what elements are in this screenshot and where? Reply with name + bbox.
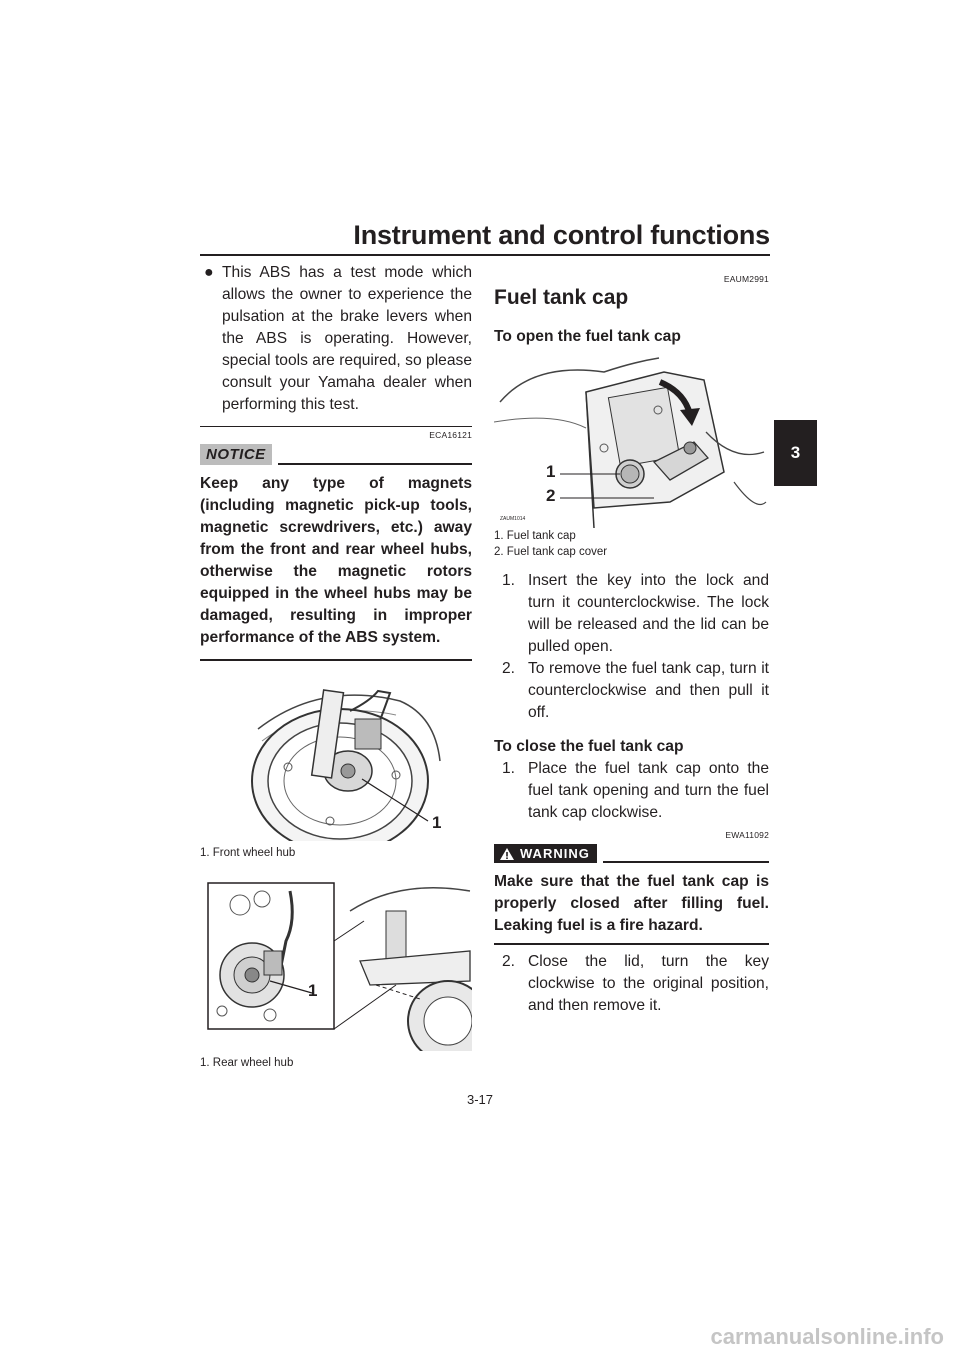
notice-bottom-divider [200, 659, 472, 661]
open-step [494, 658, 769, 724]
front-wheel-caption: 1. Front wheel hub [200, 847, 296, 859]
rear-wheel-caption: 1. Rear wheel hub [200, 1057, 294, 1069]
step-text: Close the lid, turn the key clockwise to the original position, and then remove it. [528, 953, 769, 1014]
warning-text: Make sure that the fuel tank cap is properly closed after filling fuel. Leaking fuel is a fire hazard. [494, 873, 769, 934]
front-wheel-figure [200, 671, 472, 841]
rear-wheel-callout: 1 [308, 981, 318, 1000]
step-text: Insert the key into the lock and turn it counterclockwise. The lock will be released and the lid can be pulled open. [528, 572, 769, 655]
step-text: Place the fuel tank cap onto the fuel tank opening and turn the fuel tank cap clockwise. [528, 760, 769, 821]
warning-code: EWA11092 [725, 830, 769, 840]
notice-header [200, 444, 472, 465]
fuel-cap-caption-2: 2. Fuel tank cap cover [494, 546, 608, 558]
open-heading: To open the fuel tank cap [494, 328, 681, 345]
rear-wheel-figure [200, 881, 472, 1051]
close-step [494, 758, 769, 824]
page-number: 3-17 [466, 1092, 494, 1107]
abs-test-bullet [200, 262, 472, 416]
bullet-icon: ● [204, 264, 214, 281]
warning-header [494, 844, 769, 863]
step-number: 1. [502, 760, 516, 777]
warning-bottom-divider [494, 943, 769, 945]
warning-badge [494, 844, 597, 863]
fuel-tank-cap-figure [494, 352, 769, 528]
notice-badge: NOTICE [200, 444, 272, 465]
front-wheel-callout: 1 [432, 813, 442, 832]
warning-label: WARNING [520, 846, 590, 861]
fuel-cap-caption-1: 1. Fuel tank cap [494, 530, 576, 542]
close-step [494, 951, 769, 1017]
section-code: EAUM2991 [723, 274, 769, 284]
notice-top-divider [200, 426, 472, 427]
left-column [200, 262, 472, 1071]
fuel-tank-cap-illustration [494, 352, 769, 528]
rear-wheel-illustration [200, 881, 472, 1051]
step-number: 2. [502, 660, 516, 677]
open-step [494, 570, 769, 658]
fuel-cap-callout-2: 2 [546, 486, 556, 505]
notice-text: Keep any type of magnets (including magnetic pick-up tools, magnetic screwdrivers, etc.) away from the front and rear wheel hubs, otherwise the magnetic rotors equipped in the wheel hubs may be damaged, resulting in improper performance of the ABS system. [200, 475, 472, 646]
chapter-tab: 3 [774, 420, 817, 486]
open-steps-list [494, 570, 769, 724]
section-title: Fuel tank cap [494, 286, 629, 309]
notice-rule [278, 463, 472, 465]
right-column [494, 262, 769, 1017]
fuel-cap-callout-1: 1 [546, 462, 556, 481]
footer-watermark: carmanualsonline.info [710, 1324, 944, 1349]
fuel-cap-figure-id: ZAUM1014 [500, 516, 526, 522]
close-heading: To close the fuel tank cap [494, 738, 684, 755]
bullet-text: This ABS has a test mode which allows the owner to experience the pulsation at the brake levers when the ABS is operating. However, special tools are required, so please consult your Yamaha dealer when performing this test. [222, 264, 472, 413]
step-number: 1. [502, 572, 516, 589]
warning-rule [603, 861, 769, 863]
page-title: Instrument and control functions [353, 220, 770, 250]
page-header [200, 222, 770, 256]
warning-icon [499, 847, 515, 861]
step-number: 2. [502, 953, 516, 970]
notice-code: ECA16121 [429, 430, 472, 440]
step-text: To remove the fuel tank cap, turn it counterclockwise and then pull it off. [528, 660, 769, 721]
